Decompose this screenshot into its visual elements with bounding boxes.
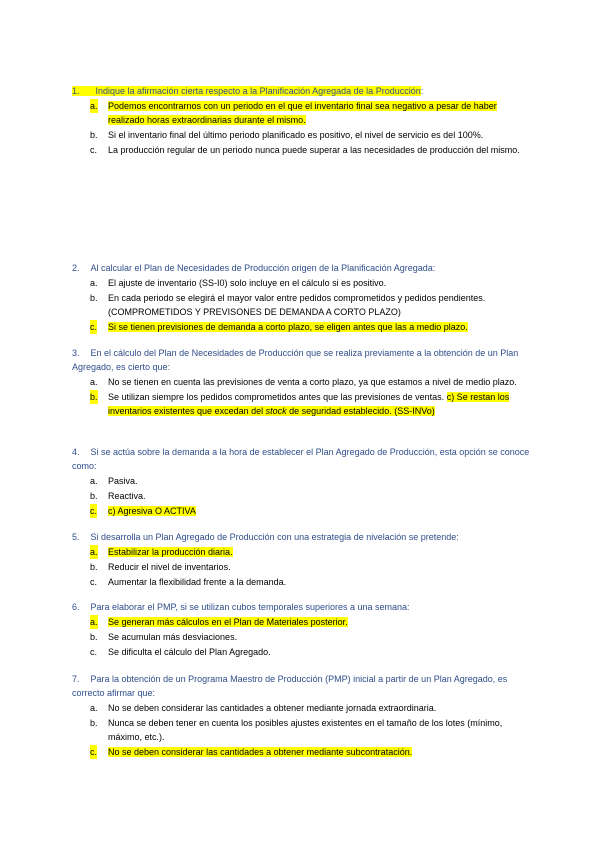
question-1-text: 1. Indique la afirmación cierta respecto a la Planificación Agregada de la Producción:: [72, 86, 424, 96]
question-5-option-a: a. Estabilizar la producción diaria.: [90, 547, 233, 557]
question-7: [72, 672, 532, 759]
question-4-text: 4. Si se actúa sobre la demanda a la hora de establecer el Plan Agregado de Producción, esta opción se conoce como:: [72, 447, 530, 471]
question-2-option-b: b. En cada periodo se elegirá el mayor valor entre pedidos comprometidos y pedidos pendientes. (COMPROMETIDOS Y PREVISONES DE DEMANDA A CORTO PLAZO): [90, 293, 486, 317]
question-6-option-a: a. Se generan más cálculos en el Plan de Materiales posterior.: [90, 617, 348, 627]
question-2-option-c: c. Si se tienen previsiones de demanda a corto plazo, se eligen antes que las a medio plazo.: [90, 322, 468, 332]
question-5-option-b: b. Reducir el nivel de inventarios.: [90, 562, 231, 572]
question-5: [72, 530, 532, 589]
question-3-text: 3. En el cálculo del Plan de Necesidades de Producción que se realiza previamente a la obtención de un Plan Agregado, es cierto que:: [72, 348, 519, 372]
question-5-text: 5. Si desarrolla un Plan Agregado de Producción con una estrategia de nivelación se pretende:: [72, 532, 459, 542]
question-4-option-a: a. Pasiva.: [90, 476, 138, 486]
question-7-option-c: c. No se deben considerar las cantidades a obtener mediante subcontratación.: [90, 747, 413, 757]
question-6-text: 6. Para elaborar el PMP, si se utilizan cubos temporales superiores a una semana:: [72, 602, 410, 612]
question-4: [72, 445, 532, 518]
question-4-option-b: b. Reactiva.: [90, 491, 146, 501]
question-1-option-b: b. Si el inventario final del último periodo planificado es positivo, el nivel de servicio es del 100%.: [90, 130, 484, 140]
question-1-option-a: a. Podemos encontrarnos con un periodo en el que el inventario final sea negativo a pesar de haber realizado horas extraordinarias durante el mismo.: [90, 101, 497, 125]
question-3-option-a: a. No se tienen en cuenta las previsiones de venta a corto plazo, ya que estamos a nivel de medio plazo.: [90, 377, 517, 387]
question-6: [72, 600, 532, 659]
question-1: [72, 84, 532, 157]
question-6-option-b: b. Se acumulan más desviaciones.: [90, 632, 238, 642]
question-3-option-b: b. Se utilizan siempre los pedidos comprometidos antes que las previsiones de ventas. c) Se restan los inventarios existentes que excedan del stock de seguridad establecido. (SS-INVo): [90, 392, 510, 416]
question-6-option-c: c. Se dificulta el cálculo del Plan Agregado.: [90, 647, 271, 657]
question-2: [72, 261, 532, 334]
question-7-text: 7. Para la obtención de un Programa Maestro de Producción (PMP) inicial a partir de un Plan Agregado, es correcto afirmar que:: [72, 674, 508, 698]
question-7-option-b: b. Nunca se deben tener en cuenta los posibles ajustes existentes en el tamaño de los lotes (mínimo, máximo, etc.).: [90, 718, 503, 742]
question-7-option-a: a. No se deben considerar las cantidades a obtener mediante jornada extraordinaria.: [90, 703, 437, 713]
question-2-text: 2. Al calcular el Plan de Necesidades de Producción origen de la Planificación Agregada:: [72, 263, 436, 273]
question-4-option-c: c. c) Agresiva O ACTIVA: [90, 506, 196, 516]
question-2-option-a: a. El ajuste de inventario (SS-I0) solo incluye en el cálculo si es positivo.: [90, 278, 387, 288]
question-5-option-c: c. Aumentar la flexibilidad frente a la demanda.: [90, 577, 287, 587]
question-1-option-c: c. La producción regular de un periodo nunca puede superar a las necesidades de producción del mismo.: [90, 145, 520, 155]
question-3: [72, 346, 532, 418]
